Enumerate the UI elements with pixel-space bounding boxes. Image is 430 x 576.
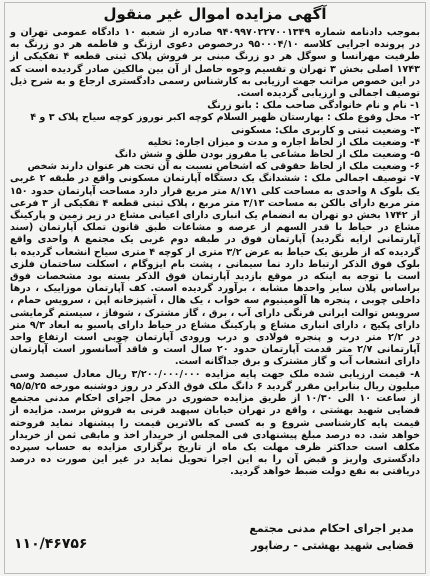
item-property-description: ۷- توصیف اجمالی ملک : ششدانگ یک دستگاه آپارتمان مسکونی واقع در طبقه ۲ غربی یک بلوک ۸ واحدی به مساحت کلی ۸/۱۷۱ متر مربع قرار دارد مساحت آپارتمان حدود ۱۵۰ متر مربع دارای بالکن به مساحت ۳/۱۳ متر مربع ، پلاک ثبتی قطعه ۴ تفکیکی از ۳ فرعی از ۱۷۴۲ بخش دو تهران به انضمام یک انباری دارای اعیانی مشاع در زیر زمین و پارکینگ مشاع در حیاط با قدر السهم از عرصه و مشاعات طبق قانون تملک آپارتمان (سند آپارتمانی ارایه نگردید) آپارتمان فوق در طبقه دوم غربی یک مجتمع ۸ واحدی واقع گردیده که از طریق یک حیاط به عرض ۳/۲ متری از کوچه ۴ متری سیاح انشعاب گردیده با بلوک فوق الذکر ارتباط دارد نما سیمانی ، پشت بام ایزوگام ، اسکلت ساختمان فلزی است با توجه به اینکه در موقع بازدید آپارتمان فوق الذکر بسته بود مشخصات فوق براساس پلان سایر واحدها مشابه ، برآورد گردیده است. کف آپارتمان موزاییک ، درها داخلی چوبی ، پنجره ها آلومینیوم سه خواب ، یک هال ، آشپزخانه اپن ، سرویس حمام ، سرویس توالت ایرانی فرنگی دارای آب ، برق ، گاز مشترک ، شوفاژ ، سیستم گرمایشی دارای پکیج ، دارای انباری مشاع و پارکینگ مشاع در حیاط دارای پاسیو به ابعاد ۹/۳ متر در ۲/۲ متر درب و پنجره فولادی و درب ورودی آپارتمان چوبی است ارتفاع واحد آپارتمانی ۲/۷ متر قدمت آپارتمان حدود ۲۰ سال است و فاقد آسانسور است آپارتمان دارای انشعاب آب و گاز مشترک و برق جداگانه است. — [10, 173, 421, 368]
intro-paragraph: بموجب دادنامه شماره ۹۴۰۹۹۷۰۲۲۷۰۰۱۳۴۹ صادره از شعبه ۱۰ دادگاه عمومی تهران و در پرونده اجرایی کلاسه ۹۵۰۰۰۴/۱۰ درخصوص دعوی ارژنگ و فاطمه هر دو زرنگ به طرفیت مهرانسا و سوگل هر دو زرنگ مبنی بر فروش پلاک ثبتی قطعه ۴ تفکیکی از ۱۷۴۳ اصلی بخش ۳ تهران و تقسیم وجوه حاصل از آن بین مالکین صادر گردیده است که در این خصوص مراتب جهت ارزیابی به کارشناس رسمی دادگستری ارجاع و به شرح ذیل توصیف اجمالی و ارزیابی گردیده است. — [10, 27, 421, 100]
signature-line-2: قضایی شهید بهشتی - رضاپور — [251, 539, 414, 552]
item-registration-status: ۳- وضعیت ثبتی و کاربری ملک: مسکونی — [231, 124, 420, 136]
item-valuation-and-auction: ۸- قیمت ارزیابی شده ملک جهت پایه مزایده ۳/۲۰۰/۰۰۰/۰۰۰ ریال معادل سیصد وسی میلیون ریال بنابراین مقرر گردید ۶ دانگ ملک فوق الذکر در روز دوشنبه مورخه ۹۵/۵/۲۵ از ساعت ۱۰ الی ۱۰/۳۰ از طریق مزایده حضوری در محل اجرای احکام مدنی مجتمع قضایی شهید بهشتی ، واقع در تهران خیابان سپهبد قرنی به فروش برسد. مزایده از قیمت پایه کارشناسی شروع و به کسی که بالاترین قیمت را پیشنهاد نماید فروخته خواهد شد. ده درصد مبلغ پیشنهادی فی المجلس از خریدار اخذ و مابقی ثمن از خریدار مکلف است حداکثر ظرف مهلت یک ماه از تاریخ برگزاری مزایده به حساب سپرده دادگستری واریز و قبض آن را به این اجرا تحویل نماید در غیر این صورت ده درصد دریافتی به نفع دولت ضبط خواهد گردید. — [10, 368, 420, 478]
notice-title: آگهی مزایده اموال غیر منقول — [103, 5, 327, 23]
item-third-party-rights: ۶- وضعیت ملک از لحاظ حقوقی که اشخاص نسبت به آن تحت هر عنوان دارند شخص — [27, 161, 420, 173]
signature-block — [249, 520, 414, 554]
item-property-location: ۲- محل وقوع ملک : بهارستان ظهیر السلام کوچه اکبر نوروز کوچه سیاح پلاک ۳ و ۴ — [30, 112, 420, 124]
clipping-border — [4, 2, 426, 574]
item-lease-status: ۴- وضعیت ملک از لحاظ اجاره و مدت و میزان اجاره: تخلیه — [147, 136, 420, 148]
item-owner-name: ۱- نام و نام خانوادگی صاحب ملک : بانو زرنگ — [207, 100, 420, 112]
item-ownership-status: ۵- وضعیت ملک از لحاظ مشاعی یا مفروز بودن طلق و شش دانگ — [114, 149, 420, 161]
signature-line-1: مدیر اجرای احکام مدنی مجتمع — [249, 522, 414, 535]
reference-number: ۱۱۰/۴۶۷۵۶ — [14, 536, 88, 552]
